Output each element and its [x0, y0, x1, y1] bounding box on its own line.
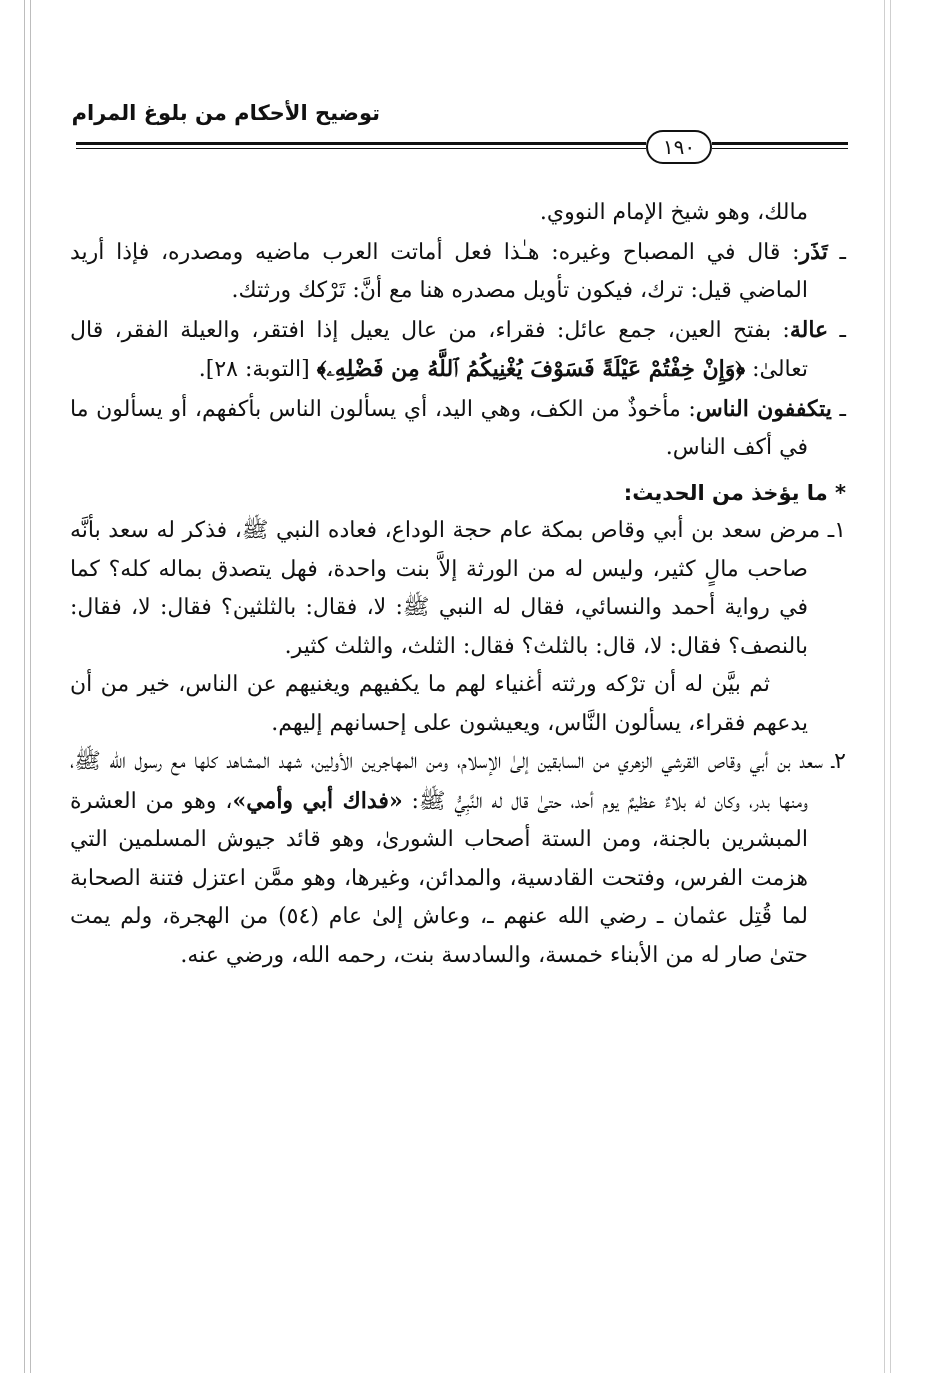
term: تَذَر	[799, 238, 828, 265]
page-body	[70, 194, 846, 975]
scan-margin-line	[24, 0, 25, 1373]
lesson-item-1-continued: ثم بيَّن له أن ترْكه ورثته أغنياء لهم ما يكفيهم ويغنيهم عن الناس، خير من أن يدعهم فقراء، يسألون النَّاس، ويعيشون على إحسانهم إليهم.	[70, 672, 808, 736]
definition-text: : بفتح العين، جمع عائل: فقراء، من عال يعيل إذا افتقر، والعيلة الفقر، قال تعالىٰ:	[70, 317, 808, 382]
quran-verse: ﴿وَإِنْ خِفْتُمْ عَيْلَةً فَسَوْفَ يُغْنِيكُمُ ٱللَّهُ مِن فَضْلِهِۦ﴾	[316, 356, 746, 382]
section-heading: * ما يؤخذ من الحديث:	[623, 480, 846, 505]
verse-reference: [التوبة: ٢٨].	[198, 357, 310, 382]
lesson-item-1: ١ـ مرض سعد بن أبي وقاص بمكة عام حجة الوداع، فعاده النبي ﷺ، فذكر له سعد بأنَّه صاحب مالٍ كثير، وليس له من الورثة إلاَّ بنت واحدة، فهل يتصدق بماله كله؟ كما في رواية أحمد والنسائي، فقال له النبي ﷺ: لا، فقال: بالثلثين؟ فقال: لا، فقال: بالنصف؟ فقال: لا، قال: بالثلث؟ فقال: الثلث، والثلث كثير.	[70, 518, 846, 659]
definition-yatakaffafun: ـ يتكففون الناس: مأخوذٌ من الكف، وهي اليد، أي يسألون الناس بأكفهم، أو يسألون ما في أكف الناس.	[70, 395, 846, 460]
lesson-item-2	[70, 743, 846, 975]
header-rule-right-thin	[712, 148, 848, 149]
page-number: ١٩٠	[646, 130, 712, 164]
term: يتكففون الناس	[695, 395, 832, 422]
term: عالة	[789, 316, 829, 343]
header-rule-left-thin	[76, 148, 646, 149]
definition-text: : قال في المصباح وغيره: هـٰذا فعل أماتت العرب ماضيه ومصدره، فإذا أريد الماضي قيل: ترك، فيكون تأويل مصدره هنا مع أنَّ: تَرْكك ورثتك.	[70, 239, 808, 303]
definition-text: : مأخوذٌ من الكف، وهي اليد، أي يسألون الناس بأكفهم، أو يسألون ما في أكف الناس.	[70, 396, 808, 460]
definition-tadhar: ـ تَذَر: قال في المصباح وغيره: هـٰذا فعل أماتت العرب ماضيه ومصدره، فإذا أريد الماضي قيل: ترك، فيكون تأويل مصدره هنا مع أنَّ: تَرْكك ورثتك.	[70, 238, 846, 303]
scan-margin-line	[890, 0, 891, 1373]
definition-aala: ـ عالة: بفتح العين، جمع عائل: فقراء، من عال يعيل إذا افتقر، والعيلة الفقر، قال تعالىٰ: ﴿وَإِنْ خِفْتُمْ عَيْلَةً فَسَوْفَ يُغْنِيكُمُ ٱللَّهُ مِن فَضْلِهِۦ﴾ [التوبة: ٢٨].	[70, 316, 846, 382]
running-header-title: توضيح الأحكام من بلوغ المرام	[71, 101, 380, 125]
scan-margin-line	[30, 0, 31, 1373]
item-text: ، وهو من العشرة المبشرين بالجنة، ومن الستة أصحاب الشورىٰ، وهو قائد جيوش المسلمين التي هزمت الفرس، وفتحت القادسية، والمدائن، وغيرها، وهو ممَّن اعتزل فتنة الصحابة لما قُتِل عثمان ـ رضي الله عنهم ـ، وعاش إلىٰ عام (٥٤) من الهجرة، ولم يمت حتىٰ صار له من الأبناء خمسة، والسادسة بنت، رحمه الله، ورضي عنه.	[70, 788, 808, 968]
header-rule-left	[76, 142, 646, 145]
hadith-quote: «فداك أبي وأمي»	[232, 787, 403, 814]
paragraph-continuation: مالك، وهو شيخ الإمام النووي.	[539, 200, 808, 225]
scan-margin-line	[884, 0, 885, 1373]
header-rule-right	[712, 142, 848, 145]
item-text: ٢ـ سعد بن أبي وقاص القرشي الزهري من السابقين إلىٰ الإسلام، ومن المهاجرين الأولين، شهد المشاهد كلها مع رسول الله ﷺ، ومنها بدر، وكان له بلاءٌ عظيمٌ يوم أحد، حتىٰ قال له النَّبِيُّ ﷺ:	[70, 749, 846, 814]
